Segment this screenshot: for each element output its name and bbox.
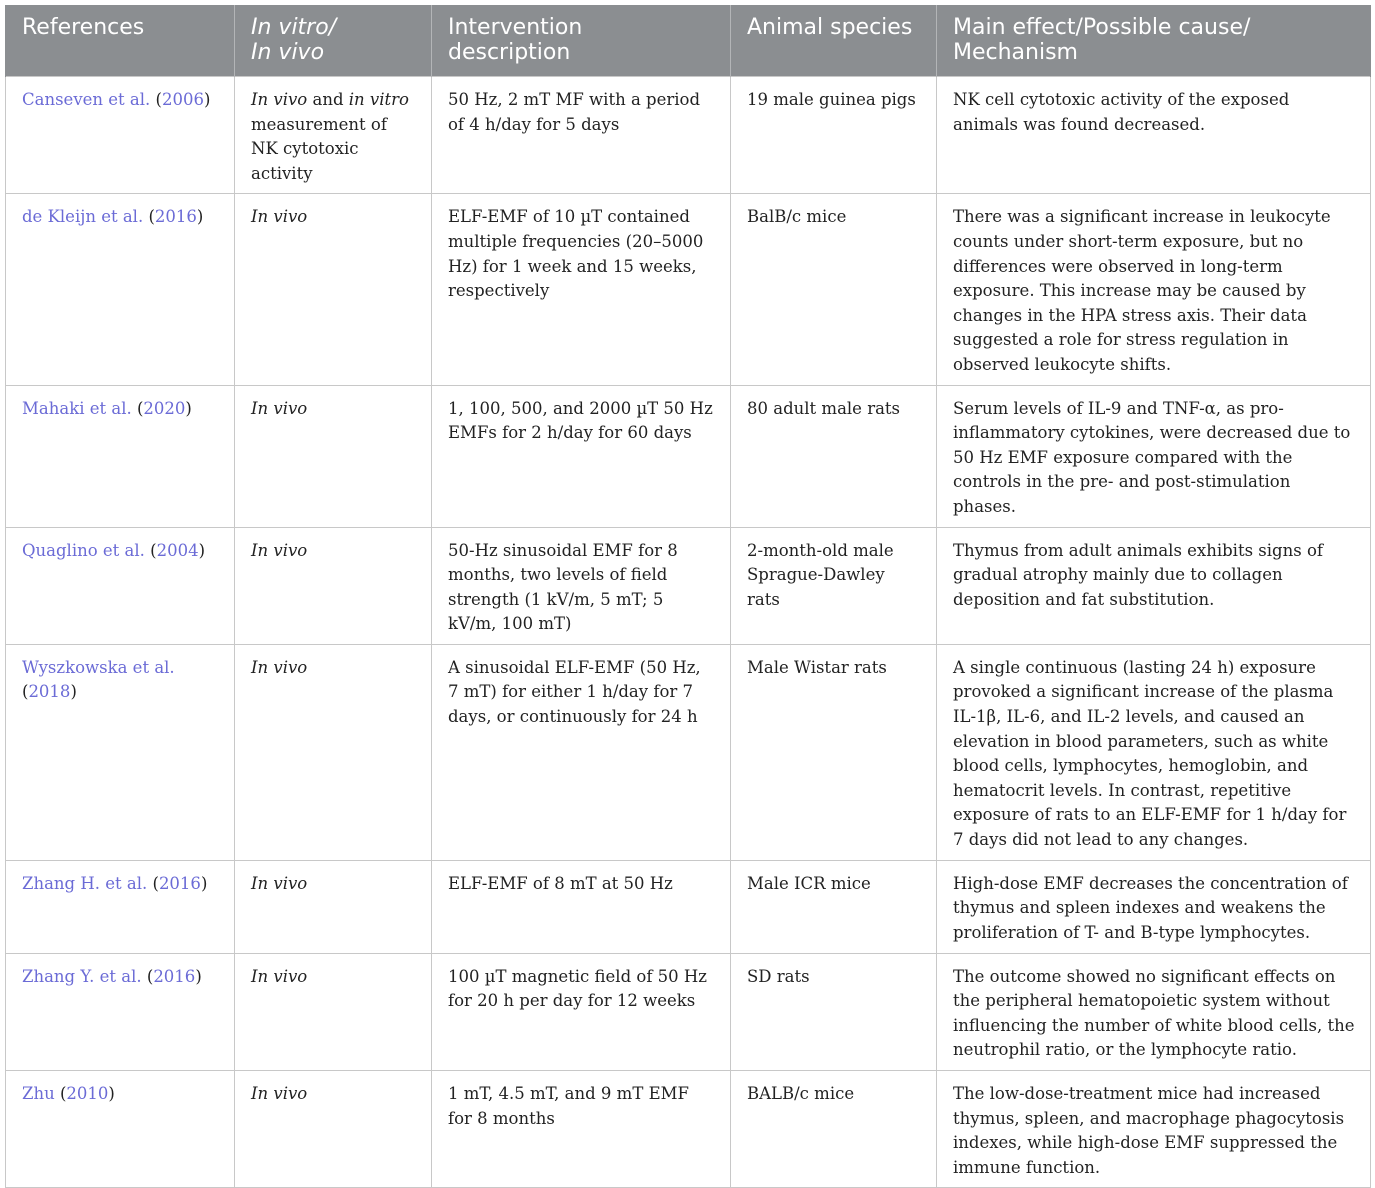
effect-cell: Serum levels of IL-9 and TNF-α, as pro-inflammatory cytokines, were decreased due to 50 Hz EMF exposure compared with the controls in the pre- and post-stimulation phases.: [937, 385, 1371, 527]
studies-table: [5, 5, 1371, 1188]
table-row: [6, 527, 1371, 644]
table-row: [6, 77, 1371, 194]
header-animal-species: Animal species: [731, 5, 937, 77]
reference-cell: [6, 953, 235, 1070]
table-body: [6, 77, 1371, 1188]
reference-cell: [6, 527, 235, 644]
intervention-cell: ELF-EMF of 10 µT contained multiple frequencies (20–5000 Hz) for 1 week and 15 weeks, respectively: [432, 194, 731, 385]
table-row: [6, 860, 1371, 953]
studies-table-container: [5, 5, 1370, 1188]
reference-link[interactable]: Zhu (2010): [22, 1084, 115, 1104]
effect-cell: A single continuous (lasting 24 h) exposure provoked a significant increase of the plasma IL-1β, IL-6, and IL-2 levels, and caused an elevation in blood parameters, such as white blood cells, lymphocytes, hemoglobin, and hematocrit levels. In contrast, repetitive exposure of rats to an ELF-EMF for 1 h/day for 7 days did not lead to any changes.: [937, 644, 1371, 860]
intervention-cell: 50 Hz, 2 mT MF with a period of 4 h/day for 5 days: [432, 77, 731, 194]
mode-cell: In vivo: [235, 953, 432, 1070]
header-main-effect: Main effect/Possible cause/ Mechanism: [937, 5, 1371, 77]
table-row: [6, 953, 1371, 1070]
header-row: [6, 5, 1371, 77]
reference-link[interactable]: Zhang Y. et al. (2016): [22, 966, 202, 986]
intervention-cell: 1, 100, 500, and 2000 µT 50 Hz EMFs for 2 h/day for 60 days: [432, 385, 731, 527]
species-cell: 2-month-old male Sprague-Dawley rats: [731, 527, 937, 644]
reference-link[interactable]: de Kleijn et al. (2016): [22, 207, 204, 227]
table-header: [6, 5, 1371, 77]
effect-cell: NK cell cytotoxic activity of the exposed animals was found decreased.: [937, 77, 1371, 194]
effect-cell: The outcome showed no significant effects on the peripheral hematopoietic system without influencing the number of white blood cells, the neutrophil ratio, or the lymphocyte ratio.: [937, 953, 1371, 1070]
species-cell: BalB/c mice: [731, 194, 937, 385]
table-row: [6, 194, 1371, 385]
reference-cell: [6, 194, 235, 385]
reference-cell: [6, 385, 235, 527]
intervention-cell: 100 µT magnetic field of 50 Hz for 20 h per day for 12 weeks: [432, 953, 731, 1070]
mode-cell: In vivo: [235, 644, 432, 860]
table-row: [6, 1071, 1371, 1188]
mode-cell: In vivo: [235, 527, 432, 644]
effect-cell: Thymus from adult animals exhibits signs of gradual atrophy mainly due to collagen deposition and fat substitution.: [937, 527, 1371, 644]
header-references: References: [6, 5, 235, 77]
reference-link[interactable]: Mahaki et al. (2020): [22, 398, 192, 418]
table-row: [6, 644, 1371, 860]
reference-cell: [6, 644, 235, 860]
effect-cell: High-dose EMF decreases the concentration of thymus and spleen indexes and weakens the proliferation of T- and B-type lymphocytes.: [937, 860, 1371, 953]
reference-cell: [6, 77, 235, 194]
reference-link[interactable]: Canseven et al. (2006): [22, 90, 211, 109]
reference-link[interactable]: Quaglino et al. (2004): [22, 540, 206, 560]
header-in-vitro-in-vivo: In vitro/ In vivo: [235, 5, 432, 77]
intervention-cell: ELF-EMF of 8 mT at 50 Hz: [432, 860, 731, 953]
intervention-cell: A sinusoidal ELF-EMF (50 Hz, 7 mT) for either 1 h/day for 7 days, or continuously for 24 h: [432, 644, 731, 860]
reference-cell: [6, 1071, 235, 1188]
species-cell: BALB/c mice: [731, 1071, 937, 1188]
mode-cell: In vivo: [235, 1071, 432, 1188]
reference-cell: [6, 860, 235, 953]
intervention-cell: 1 mT, 4.5 mT, and 9 mT EMF for 8 months: [432, 1071, 731, 1188]
species-cell: SD rats: [731, 953, 937, 1070]
effect-cell: The low-dose-treatment mice had increased thymus, spleen, and macrophage phagocytosis indexes, while high-dose EMF suppressed the immune function.: [937, 1071, 1371, 1188]
species-cell: 80 adult male rats: [731, 385, 937, 527]
mode-cell: In vivo: [235, 860, 432, 953]
reference-link[interactable]: Wyszkowska et al. (2018): [22, 657, 175, 702]
header-intervention-description: Intervention description: [432, 5, 731, 77]
effect-cell: There was a significant increase in leukocyte counts under short-term exposure, but no differences were observed in long-term exposure. This increase may be caused by changes in the HPA stress axis. Their data suggested a role for stress regulation in observed leukocyte shifts.: [937, 194, 1371, 385]
species-cell: 19 male guinea pigs: [731, 77, 937, 194]
species-cell: Male ICR mice: [731, 860, 937, 953]
mode-cell: In vivo and in vitro measurement of NK cytotoxic activity: [235, 77, 432, 194]
mode-cell: In vivo: [235, 385, 432, 527]
table-row: [6, 385, 1371, 527]
reference-link[interactable]: Zhang H. et al. (2016): [22, 873, 208, 893]
mode-cell: In vivo: [235, 194, 432, 385]
species-cell: Male Wistar rats: [731, 644, 937, 860]
intervention-cell: 50-Hz sinusoidal EMF for 8 months, two levels of field strength (1 kV/m, 5 mT; 5 kV/m, 100 mT): [432, 527, 731, 644]
